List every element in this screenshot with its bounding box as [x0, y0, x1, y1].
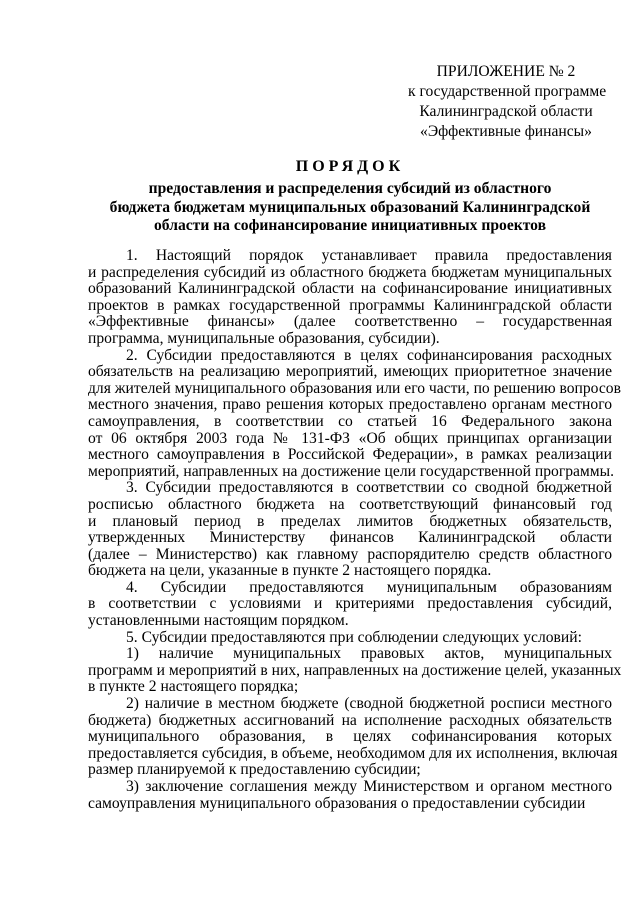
text-line: 3. Субсидии предоставляются в соответствии со сводной бюджетной: [126, 479, 612, 497]
text-line: утвержденных Министерству финансов Калининградской области: [88, 529, 612, 547]
text-line: 1. Настоящий порядок устанавливает правила предоставления: [126, 247, 612, 264]
text-line: 4. Субсидии предоставляются муниципальным образованиям: [126, 578, 612, 596]
text-line: «Эффективные финансы» (далее соответственно – государственная: [88, 313, 612, 331]
document-title: ПОРЯДОК: [295, 158, 405, 175]
text-line: мероприятий, направленных на достижение цели государственной программы.: [88, 462, 615, 480]
text-line: обязательств на реализацию мероприятий, имеющих приоритетное значение: [88, 363, 612, 381]
text-line: 3) заключение соглашения между Министерством и органом местного: [126, 778, 612, 795]
appendix-program-name: «Эффективные финансы»: [420, 123, 592, 140]
text-line: (далее – Министерство) как главному распорядителю средств областного: [88, 545, 612, 563]
appendix-region: Калининградской области: [419, 103, 593, 120]
text-line: в соответствии с условиями и критериями предоставления субсидий,: [88, 595, 612, 613]
text-line: и плановый период в пределах лимитов бюджетных обязательств,: [88, 512, 612, 530]
text-line: 5. Субсидии предоставляются при соблюдении следующих условий:: [126, 628, 582, 646]
paragraph: [88, 645, 622, 696]
text-line: от 06 октября 2003 года № 131-ФЗ «Об общих принципах организации: [88, 429, 612, 447]
text-line: образований Калининградской области на софинансирование инициативных: [88, 280, 612, 298]
appendix-program: к государственной программе: [408, 83, 607, 100]
text-line: бюджета) бюджетных ассигнований на исполнение расходных обязательств: [88, 711, 612, 729]
text-line: местного самоуправления в Российской Федерации», в рамках реализации: [88, 446, 612, 464]
appendix-header: [408, 62, 607, 142]
text-line: 2. Субсидии предоставляются в целях софинансирования расходных: [126, 346, 612, 364]
text-line: и распределения субсидий из областного бюджета бюджетам муниципальных: [88, 263, 612, 281]
text-line: программа, муниципальные образования, субсидии).: [88, 329, 440, 347]
paragraph: [88, 695, 618, 779]
paragraph: [88, 630, 612, 647]
document-subtitle: [60, 180, 640, 236]
text-line: росписью областного бюджета на соответствующий финансовый год: [88, 495, 612, 513]
appendix-number: ПРИЛОЖЕНИЕ № 2: [436, 63, 576, 80]
text-line: предоставляется субсидия, в объеме, необходимом для их исполнения, включая: [88, 744, 618, 762]
text-line: 2) наличие в местном бюджете (сводной бюджетной росписи местного: [126, 695, 612, 713]
text-line: бюджета на цели, указанные в пункте 2 настоящего порядка.: [88, 562, 492, 580]
document-body: [88, 247, 622, 812]
text-line: для жителей муниципального образования или его части, по решению вопросов: [88, 379, 621, 397]
paragraph: [88, 779, 612, 812]
text-line: самоуправления, в соответствии со статьей 16 Федерального закона: [88, 412, 612, 430]
paragraph: [88, 248, 612, 348]
paragraph: [88, 580, 612, 630]
text-line: программ и мероприятий в них, направленных на достижение целей, указанных: [88, 661, 622, 679]
text-line: в пункте 2 настоящего порядка;: [88, 678, 299, 696]
subtitle-line: области на софинансирование инициативных проектов: [153, 217, 547, 234]
paragraph: [88, 480, 612, 580]
text-line: самоуправления муниципального образования о предоставлении субсидии: [88, 794, 586, 812]
subtitle-line: предоставления и распределения субсидий из областного: [148, 180, 552, 197]
text-line: проектов в рамках государственной программы Калининградской области: [88, 296, 612, 314]
subtitle-line: бюджета бюджетам муниципальных образований Калининградской: [109, 198, 591, 216]
text-line: установленными настоящим порядком.: [88, 612, 349, 630]
text-line: 1) наличие муниципальных правовых актов, муниципальных: [126, 645, 612, 663]
text-line: муниципального образования, в целях софинансирования которых: [88, 728, 612, 746]
text-line: местного значения, право решения которых предоставлено органам местного: [88, 396, 612, 414]
text-line: размер планируемой к предоставлению субсидии;: [88, 761, 421, 779]
paragraph: [88, 346, 621, 481]
